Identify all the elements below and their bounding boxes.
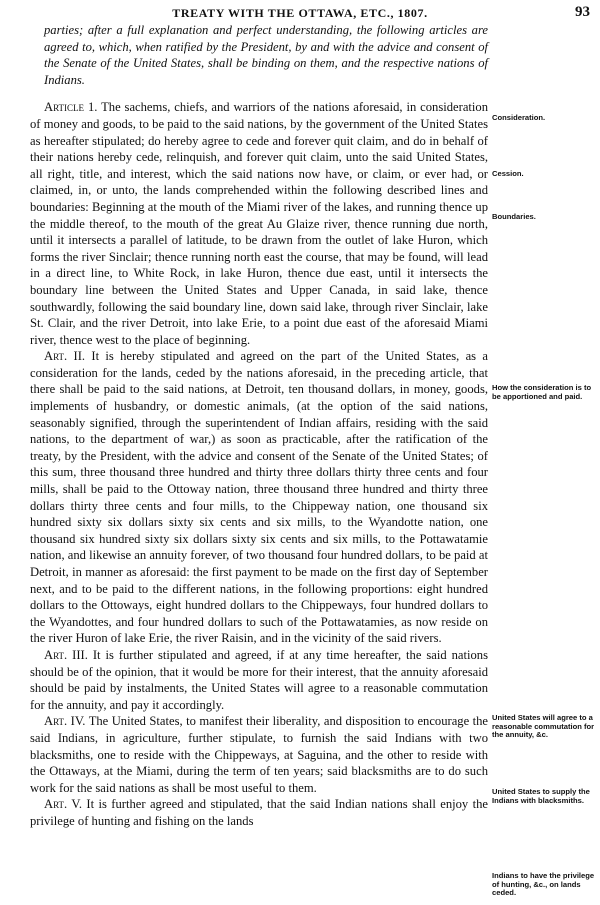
margin-note-boundaries: Boundaries. [492, 212, 536, 221]
article-label: Art. II. [44, 349, 86, 364]
margin-note-hunting: Indians to have the privilege of hunting, &c., on lands ceded. [492, 871, 595, 898]
article-text: It is hereby stipulated and agreed on the part of the United States, as a consideration for the lands, ceded by the nations aforesaid, in the preceding article, that there shall be paid to the said nations, at Detroit, ten thousand dollars, in money, goods, implements of husbandry, or domestic animals, (at the option of the said nations, seasonably signified, through the superintendent of Indian affairs, residing with the said nations, to the department of war,) as soon as practicable, after the ratification of the treaty, by the President, with the advice and consent of the Senate of the United States; of this sum, three thousand three hundred and thirty three dollars thirty three cents and four mills, shall be paid to the Ottoway nation, three thousand three hundred and thirty three dollars thirty three cents and four mills, to the Chippeway nation, one thousand six hundred sixty six dollars sixty six cents and six mills, to the Wyandotte nation, one thousand six hundred sixty six dollars sixty six cents and six mills, to the Pottawatamie nation, and likewise an annuity forever, of two thousand four hundred dollars, to be paid at Detroit, in manner as aforesaid: the first payment to be made on the first day of September next, and to be paid to the different nations, in the following proportions: eight hundred dollars to the Ottoways, eight hundred dollars to the Chippeways, four hundred dollars to the Wyandottes, and four hundred dollars to such of the Pottawatamies, as now reside on the river Huron of lake Erie, the river Raisin, and in the vicinity of the said rivers. [30, 349, 488, 646]
article-2 [30, 348, 488, 647]
article-1 [30, 99, 488, 348]
article-text: The sachems, chiefs, and warriors of the nations aforesaid, in consideration of money and goods, to be paid to the said nations, by the government of the United States as hereafter stipulated; do hereby agree to cede and forever quit claim, and do in behalf of their nations hereby cede, relinquish, and forever quit claim, unto the said United States, all right, title, and interest, which the said nations now have, or claim, or ever had, or claimed, in, or unto, the lands comprehended within the following described lines and boundaries: Beginning at the mouth of the Miami river of the lakes, and running thence up the middle thereof, to the mouth of the great Au Glaize river, thence running due north, until it intersects a parallel of latitude, to be drawn from the outlet of lake Huron, which forms the river Sinclair; thence running north east the course, that may be found, will lead in a direct line, to White Rock, in lake Huron, thence due east, until it intersects the boundary line between the United States and Upper Canada, in said lake, thence southwardly, following the said boundary line, down said lake, through river Sinclair, lake St. Clair, and the river Detroit, into lake Erie, to a point due east of the aforesaid Miami river, thence west to the place of beginning. [30, 100, 489, 347]
article-label: Art. V. [44, 797, 82, 812]
article-3 [30, 647, 488, 713]
running-title: TREATY WITH THE OTTAWA, ETC., 1807. [172, 6, 428, 20]
treaty-body [30, 22, 488, 830]
margin-note-commutation: United States will agree to a reasonable commutation for the annuity, &c. [492, 713, 595, 740]
margin-note-blacksmiths: United States to supply the Indians with blacksmiths. [492, 787, 590, 805]
article-text: The United States, to manifest their liberality, and disposition to encourage the said Indians, in agriculture, further stipulate, to furnish the said Indians with two blacksmiths, one to reside with the Chippeways, at Saguina, and the other to reside with the Ottaways, at the Miami, during the term of ten years; said blacksmiths are to do such work for the said nations as shall be most useful to them. [30, 714, 489, 795]
article-label: Art. IV. [44, 714, 86, 729]
article-label: Article 1. [44, 100, 98, 115]
article-text: It is further stipulated and agreed, if at any time hereafter, the said nations should be of the opinion, that it would be more for their interest, that the annuity aforesaid should be paid by instalments, the United States will agree to a reasonable commutation for the annuity, and pay it accordingly. [30, 647, 488, 712]
margin-note-apportionment: How the consideration is to be apportioned and paid. [492, 383, 592, 401]
article-text: It is further agreed and stipulated, that the said Indian nations shall enjoy the privilege of hunting and fishing on the lands [30, 797, 489, 828]
margin-note-consideration: Consideration. [492, 113, 546, 122]
running-header [0, 4, 600, 22]
margin-note-cession: Cession. [492, 169, 524, 178]
intro-paragraph: parties; after a full explanation and perfect understanding, the following articles are agreed to, which, when ratified by the President, by and with the advice and consent of the Senate of the United States, shall be binding on them, and the respective nations of Indians. [44, 23, 488, 87]
article-label: Art. III. [44, 647, 88, 662]
article-5 [30, 796, 488, 829]
page-number: 93 [575, 4, 590, 20]
article-4 [30, 713, 488, 796]
